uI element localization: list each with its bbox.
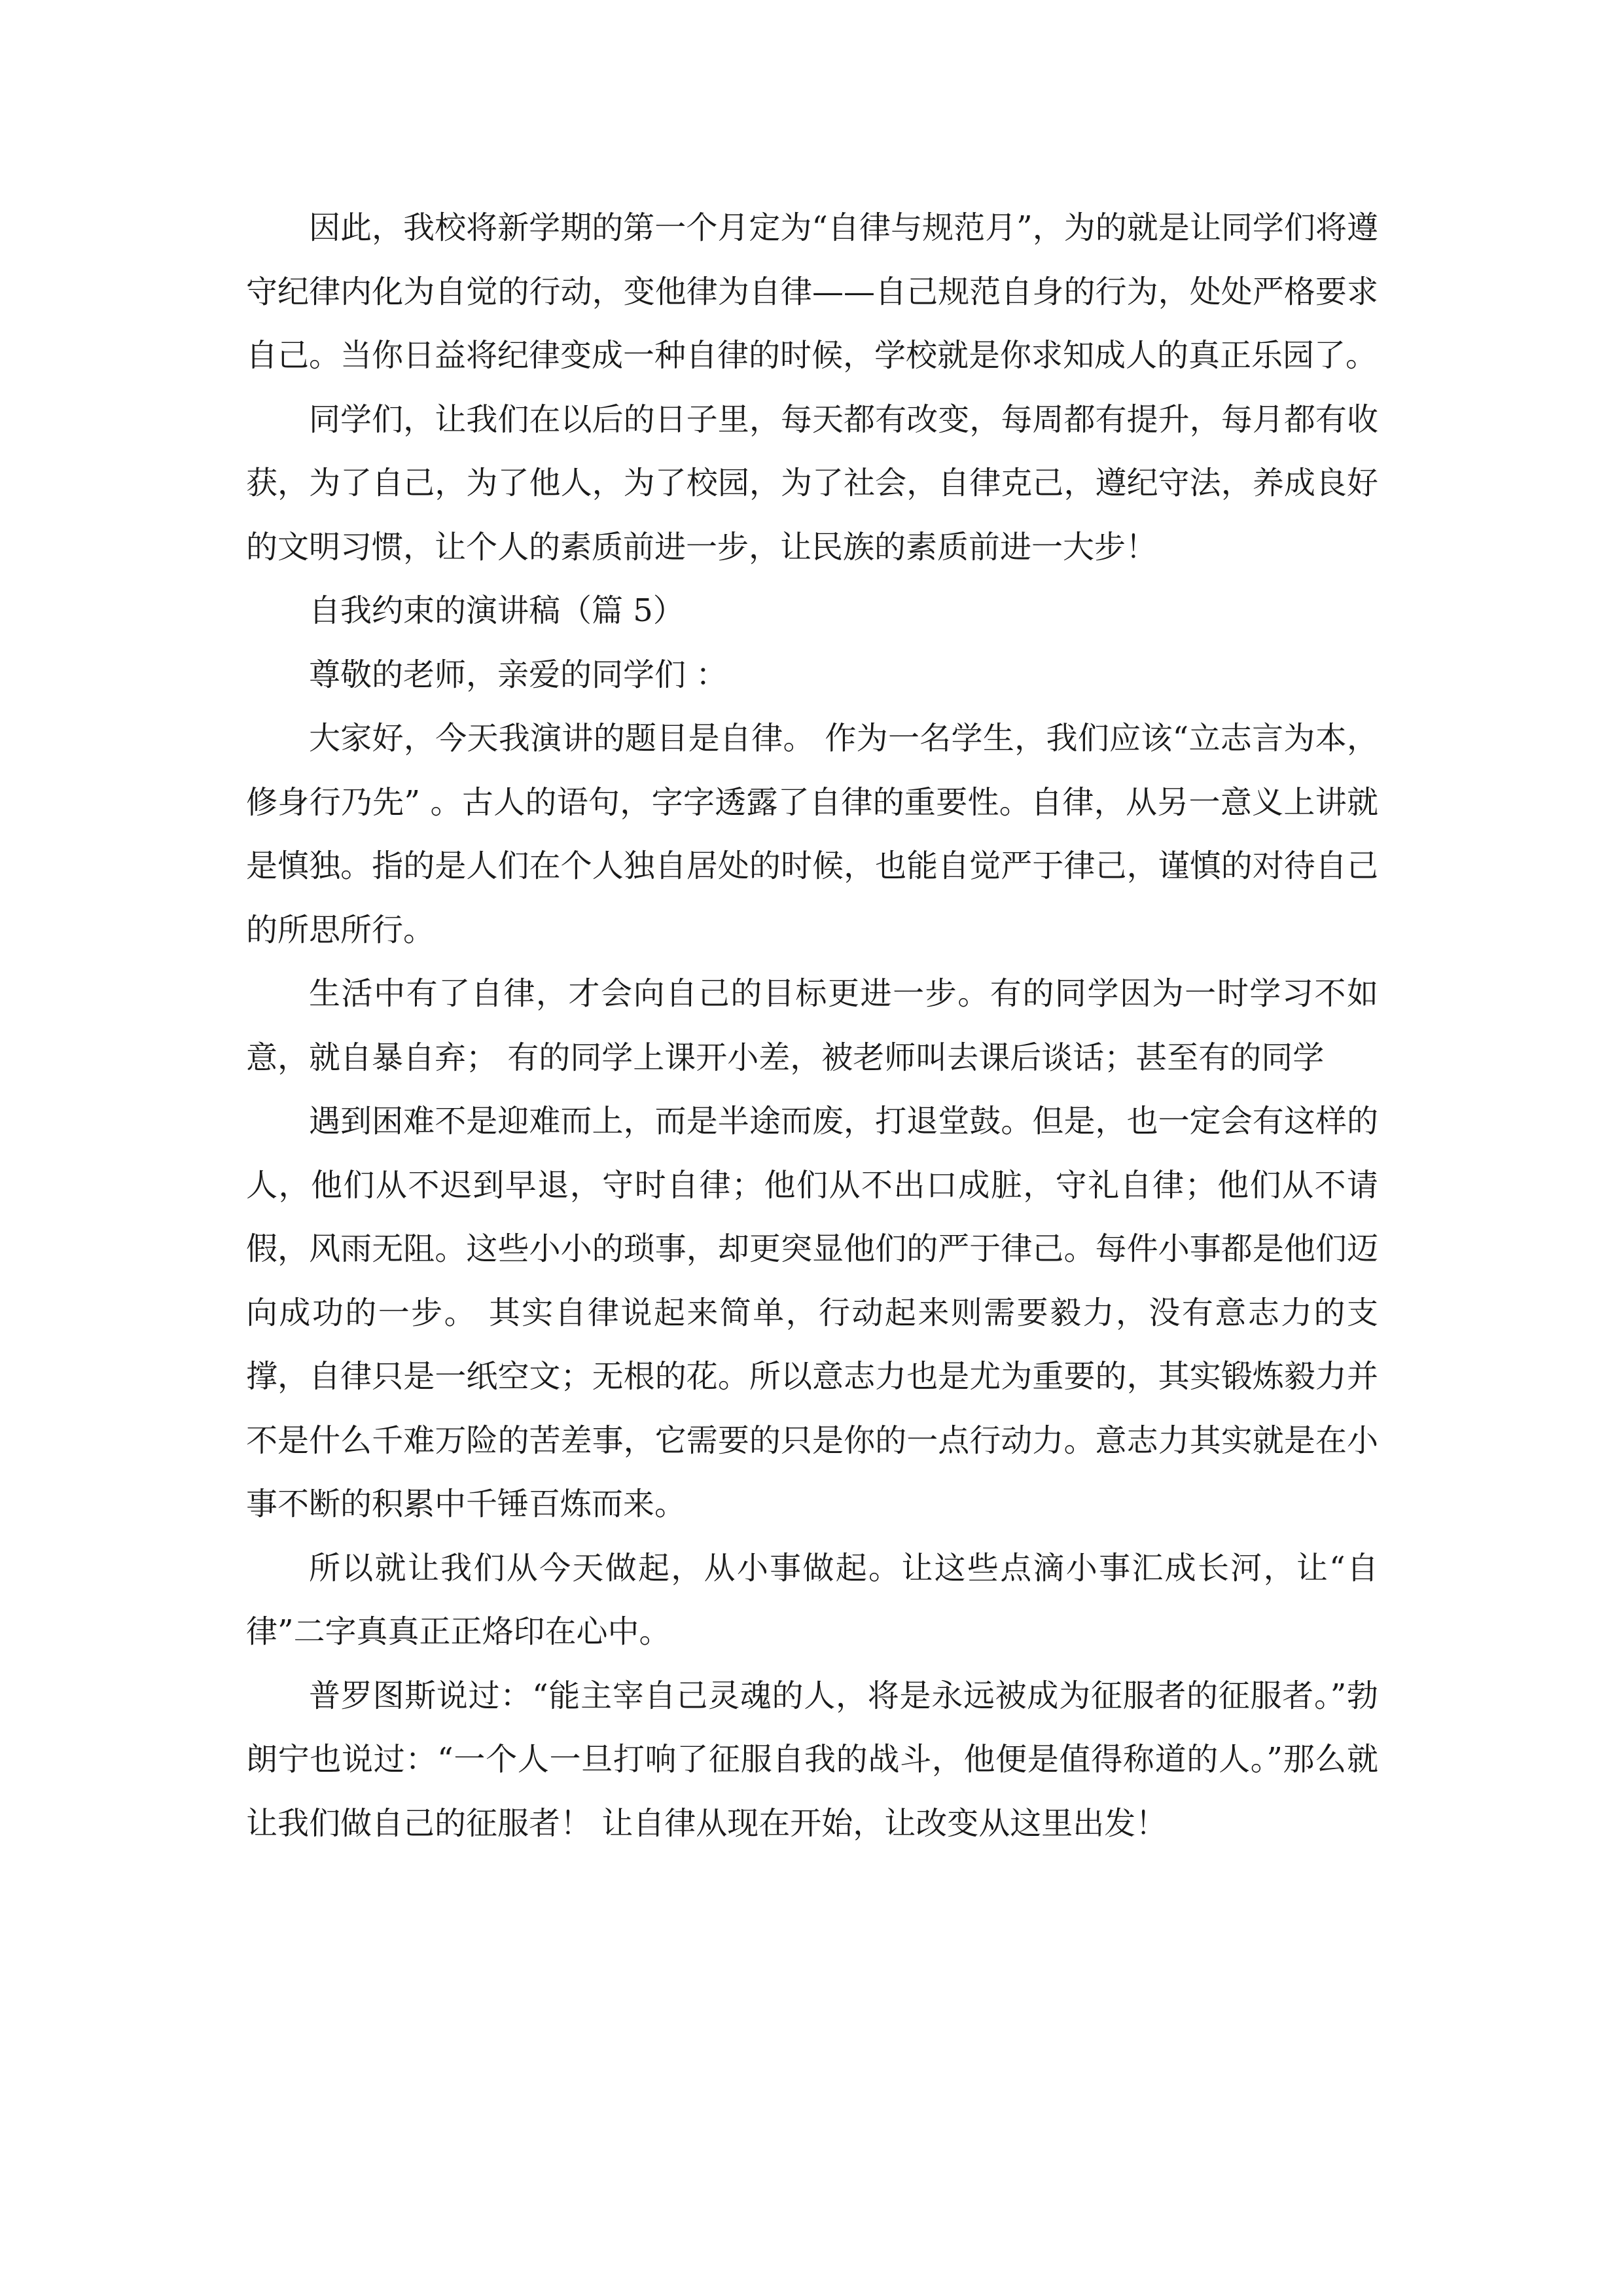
- paragraph-daily-progress: 同学们，让我们在以后的日子里，每天都有改变，每周都有提升，每月都有收获，为了自己，为了他人，为了校园，为了社会，自律克己，遵纪守法，养成良好的文明习惯，让个人的素质前进一步，让民族的素质前进一大步！: [246, 401, 1378, 565]
- paragraph-quotes-conclusion: 普罗图斯说过：“能主宰自己灵魂的人，将是永远被成为征服者的征服者。”勃朗宁也说过：“一个人一旦打响了征服自我的战斗，他便是值得称道的人。”那么就让我们做自己的征服者！ 让自律从现在开始，让改变从这里出发！: [246, 1677, 1378, 1842]
- document-body: [246, 196, 1378, 1856]
- paragraph-self-discipline-month: 因此，我校将新学期的第一个月定为“自律与规范月”，为的就是让同学们将遵守纪律内化为自觉的行动，变他律为自律——自己规范自身的行为，处处严格要求自己。当你日益将纪律变成一种自律的时候，学校就是你求知成人的真正乐园了。: [246, 209, 1378, 374]
- paragraph-life-with-discipline: 生活中有了自律，才会向自己的目标更进一步。有的同学因为一时学习不如意，就自暴自弃； 有的同学上课开小差，被老师叫去课后谈话；甚至有的同学: [246, 975, 1378, 1076]
- salutation: 尊敬的老师，亲爱的同学们 ：: [309, 656, 728, 693]
- paragraph-speech-intro: 大家好，今天我演讲的题目是自律。 作为一名学生，我们应该“立志言为本，修身行乃先” 。古人的语句，字字透露了自律的重要性。自律，从另一意义上讲就是慎独。指的是人们在个人独自居处的时候，也能自觉严于律己，谨慎的对待自己的所思所行。: [246, 720, 1378, 948]
- section-title: 自我约束的演讲稿（篇 5）: [309, 592, 685, 629]
- paragraph-start-today: 所以就让我们从今天做起，从小事做起。让这些点滴小事汇成长河，让“自律”二字真真正正烙印在心中。: [246, 1549, 1378, 1650]
- paragraph-facing-difficulty: 遇到困难不是迎难而上，而是半途而废，打退堂鼓。但是，也一定会有这样的人，他们从不迟到早退，守时自律；他们从不出口成脏，守礼自律；他们从不请假，风雨无阻。这些小小的琐事，却更突显他们的严于律己。每件小事都是他们迈向成功的一步。 其实自律说起来简单，行动起来则需要毅力，没有意志力的支撑，自律只是一纸空文；无根的花。所以意志力也是尤为重要的，其实锻炼毅力并不是什么千难万险的苦差事，它需要的只是你的一点行动力。意志力其实就是在小事不断的积累中千锤百炼而来。: [246, 1103, 1378, 1522]
